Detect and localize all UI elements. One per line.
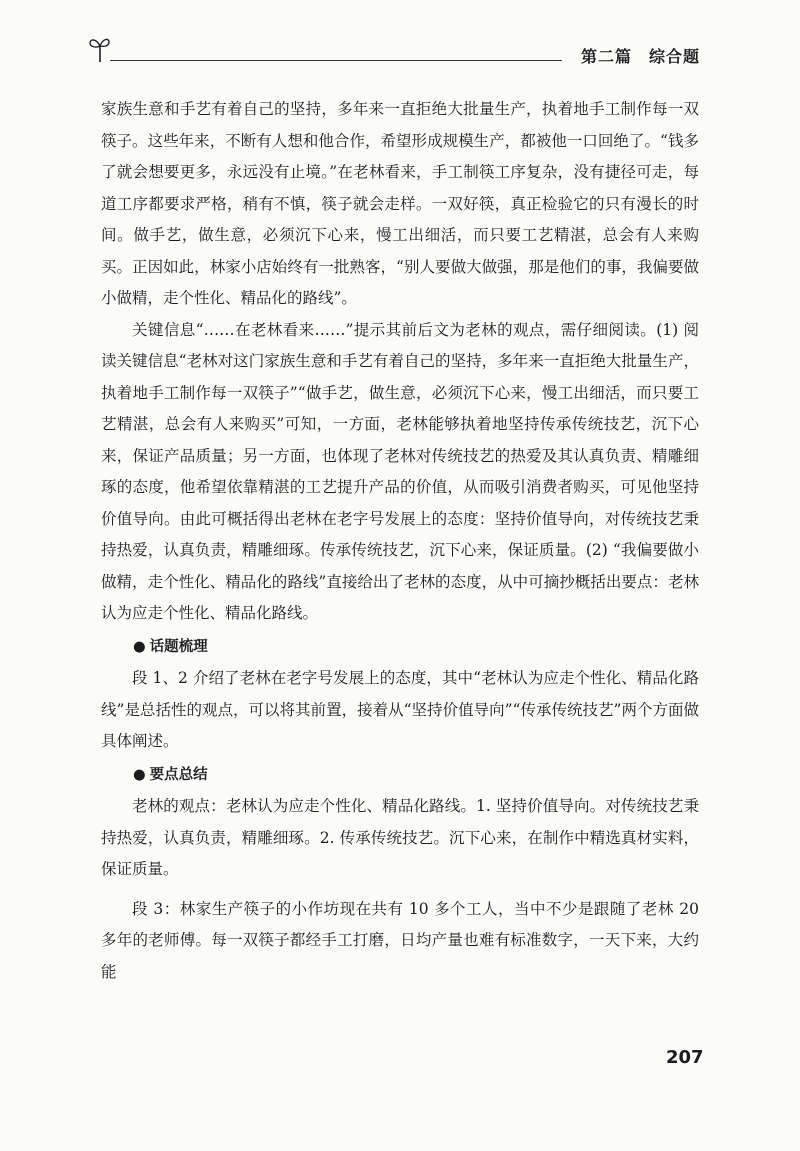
page-body xyxy=(101,94,699,988)
subheading-summary xyxy=(101,760,699,792)
bullet-icon: ● xyxy=(133,766,146,783)
topic-paragraph: 段 1、2 介绍了老林在老字号发展上的态度，其中“老林认为应走个性化、精品化路线”是总括性的观点，可以将其前置，接着从“坚持价值导向”“传承传统技艺”两个方面做具体阐述。 xyxy=(101,669,699,750)
subheading-summary-label: 要点总结 xyxy=(149,766,208,783)
section-title: 第二篇 综合题 xyxy=(580,47,700,66)
bullet-icon: ● xyxy=(133,638,146,655)
subheading-topic xyxy=(101,632,699,664)
analysis-paragraph: 关键信息“……在老林看来……”提示其前后文为老林的观点，需仔细阅读。(1) 阅读关键信息“老林对这门家族生意和手艺有着自己的坚持，多年来一直拒绝大批量生产，执着地手工制作每一双筷子”“做手艺，做生意，必须沉下心来，慢工出细活，而只要工艺精湛，总会有人来购买”可知，一方面，老林能够执着地坚持传承传统技艺，沉下心来，保证产品质量；另一方面，也体现了老林对传统技艺的热爱及其认真负责、精雕细琢的态度，他希望依靠精湛的工艺提升产品的价值，从而吸引消费者购买，可见他坚持价值导向。由此可概括得出老林在老字号发展上的态度：坚持价值导向，对传统技艺秉持热爱，认真负责，精雕细琢。传承传统技艺，沉下心来，保证质量。(2) “我偏要做小做精，走个性化、精品化的路线”直接给出了老林的态度，从中可摘抄概括出要点：老林认为应走个性化、精品化路线。 xyxy=(101,320,699,622)
passage-paragraph: 家族生意和手艺有着自己的坚持，多年来一直拒绝大批量生产，执着地手工制作每一双筷子。这些年来，不断有人想和他合作，希望形成规模生产，都被他一口回绝了。“钱多了就会想要更多，永远没有止境。”在老林看来，手工制筷工序复杂，没有捷径可走，每道工序都要求严格，稍有不慎，筷子就会走样。一双好筷，真正检验它的只有漫长的时间。做手艺，做生意，必须沉下心来，慢工出细活，而只要工艺精湛，总会有人来购买。正因如此，林家小店始终有一批熟客，“别人要做大做强，那是他们的事，我偏要做小做精，走个性化、精品化的路线”。 xyxy=(101,100,699,307)
summary-paragraph: 老林的观点：老林认为应走个性化、精品化路线。1. 坚持价值导向。对传统技艺秉持热爱，认真负责，精雕细琢。2. 传承传统技艺。沉下心来，在制作中精选真材实料，保证质量。 xyxy=(101,797,699,878)
sprout-icon xyxy=(88,34,112,64)
header-rule xyxy=(110,60,562,61)
page-number: 207 xyxy=(666,1047,704,1068)
subheading-topic-label: 话题梳理 xyxy=(149,638,208,655)
passage-paragraph-3: 段 3：林家生产筷子的小作坊现在共有 10 多个工人，当中不少是跟随了老林 20 多年的老师傅。每一双筷子都经手工打磨，日均产量也难有标准数字，一天下来，大约能 xyxy=(101,899,699,981)
page-header xyxy=(88,34,700,68)
